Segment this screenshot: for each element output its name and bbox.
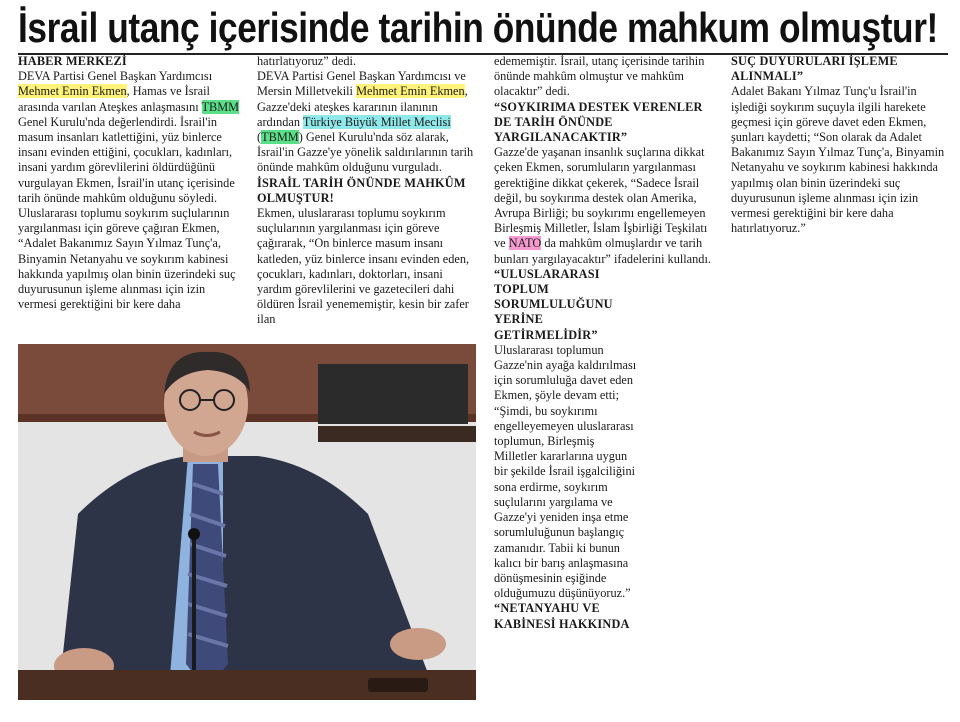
byline: HABER MERKEZİ <box>18 54 127 68</box>
subheading-netanyahu-kabinesi: “NETANYAHU VE KABİNESİ HAKKINDA <box>494 601 630 631</box>
column-2 <box>257 54 477 328</box>
col2-text-d: ) Genel Kurulu'nda söz alarak, İsrail'in Gazze'ye yönelik saldırılarının tarih önünde mahkûm olduğunu vurguladı. <box>257 130 474 175</box>
col1-text-c: Genel Kurulu'nda değerlendirdi. İsrail'in masum insanları katlettiğini, yüz binlerce insanı evinden ettiğini, çocukları, kadınları, insani yardım görevlilerini öldürdüğünü vurgulayan Ekmen, İsrail'in utanç içerisinde tarih önünde mahkûm olduğunu söyledi. Uluslararası toplumu soykırım suçlularının yargılanması için göreve çağıran Ekmen, “Adalet Bakanımız Sayın Yılmaz Tunç'a, Binyamin Netanyahu ve soykırım kabinesi hakkında yapılmış olan binin üzerindeki suç duyurusunun işleme alınması için izin vermesi gerektiğini bir kere daha <box>18 114 236 312</box>
subheading-uluslararasi-toplum: “ULUSLARARASI TOPLUM SORUMLULUĞUNU YERİNE GETİRMELİDİR” <box>494 266 613 342</box>
column-3 <box>494 54 718 632</box>
highlight-tbmm: TBMM <box>261 130 299 145</box>
column-1 <box>18 54 244 312</box>
highlight-nato: NATO <box>508 236 542 251</box>
col3-paragraph-1: edememiştir. İsrail, utanç içerisinde tarihin önünde mahkûm olmuştur ve mahkûm olacaktır” dedi. <box>494 54 705 99</box>
col2-text-b: , Gazze'deki ateşkes kararının ilanının ardından <box>257 84 468 129</box>
col2-text-c: ( <box>257 130 262 145</box>
column-4 <box>731 54 949 236</box>
col3-paragraph-2 <box>494 145 718 267</box>
col2-text-a: DEVA Partisi Genel Başkan Yardımcısı ve Mersin Milletvekili <box>257 69 466 99</box>
speaker-photo <box>18 344 476 700</box>
col4-paragraph-1: Adalet Bakanı Yılmaz Tunç'u İsrail'in işlediği soykırım suçuyla ilgili harekete geçmesi için göreve davet eden Ekmen, şunları kaydetti; “Son olarak da Adalet Bakanımız Sayın Yılmaz Tunç'a, Binyamin Netanyahu ve soykırım kabinesi hakkında yapılmış olan binin üzerindeki suç duyurusunun işleme alınması için izin vermesi gerektiğini bir kere daha hatırlatıyoruz.” <box>731 84 945 236</box>
col3-text-a: Gazze'de yaşanan insanlık suçlarına dikkat çeken Ekmen, sorumluların yargılanması gerektiğine dikkat çekerek, “Sadece İsrail değil, bu soykırıma destek olan Amerika, Avrupa Birliği; bu soykırımı engellemeyen Birleşmiş Milletler, İslam İşbirliği Teşkilatı ve <box>494 145 708 251</box>
col2-paragraph-2 <box>257 69 477 175</box>
right-hand <box>390 628 446 660</box>
col2-paragraph-1: hatırlatıyoruz” dedi. <box>257 54 357 68</box>
col3-paragraph-3: Uluslararası toplumun Gazze'nin ayağa kaldırılması için sorumluluğa davet eden Ekmen, şöyle devam etti; “Şimdi, bu soykırımı engelleyemeyen uluslararası toplumun, Birleşmiş Milletler kararlarına uygun bir şekilde İsrail işgalciliğini sona erdirme, soykırım suçlularını yargılama ve Gazze'yi yeniden inşa etme sorumluluğunun başlangıç zamanıdır. Tabii ki bunun kalıcı bir barış anlaşmasına dönüşmesinin eşiğinde olduğumuzu düşünüyoruz.” <box>494 342 637 601</box>
highlight-person-name: Mehmet Emin Ekmen <box>356 84 465 99</box>
highlight-tbmm: TBMM <box>201 99 240 114</box>
speaker-illustration <box>18 344 476 700</box>
highlight-parliament-name: Türkiye Büyük Millet Meclisi <box>302 114 451 129</box>
col2-paragraph-3: Ekmen, uluslararası toplumu soykırım suçlularının yargılanması için göreve çağırarak, “On binlerce masum insanı katleden, yüz binlerce insanı evinden eden, çocukları, kadınları, doktorları, insani yardım görevlilerini ve gazetecileri dahi öldüren İsrail yenememiştir, kesin bir zafer ilan <box>257 206 470 327</box>
monitor <box>318 364 468 424</box>
subheading-israil-mahkum: İSRAİL TARİH ÖNÜNDE MAHKÛM OLMUŞTUR! <box>257 175 466 205</box>
headline: İsrail utanç içerisinde tarihin önünde mahkum olmuştur! <box>18 4 938 51</box>
col1-text-a: DEVA Partisi Genel Başkan Yardımcısı <box>18 69 213 84</box>
col1-text-b: , Hamas ve İsrail arasında varılan Ateşkes anlaşmasını <box>18 84 210 114</box>
subheading-suc-duyurulari: SUÇ DUYURULARI İŞLEME ALINMALI” <box>731 54 898 84</box>
col3-narrow-block <box>494 267 640 632</box>
highlight-person-name: Mehmet Emin Ekmen <box>18 84 127 99</box>
subheading-soykirima-destek: “SOYKIRIMA DESTEK VERENLER DE TARİH ÖNÜNDE YARGILANACAKTIR” <box>494 99 703 145</box>
col3-text-b: da mahkûm olmuşlardır ve tarih bunları yargılayacaktır” ifadelerini kullandı. <box>494 236 711 266</box>
col1-paragraph <box>18 69 244 312</box>
